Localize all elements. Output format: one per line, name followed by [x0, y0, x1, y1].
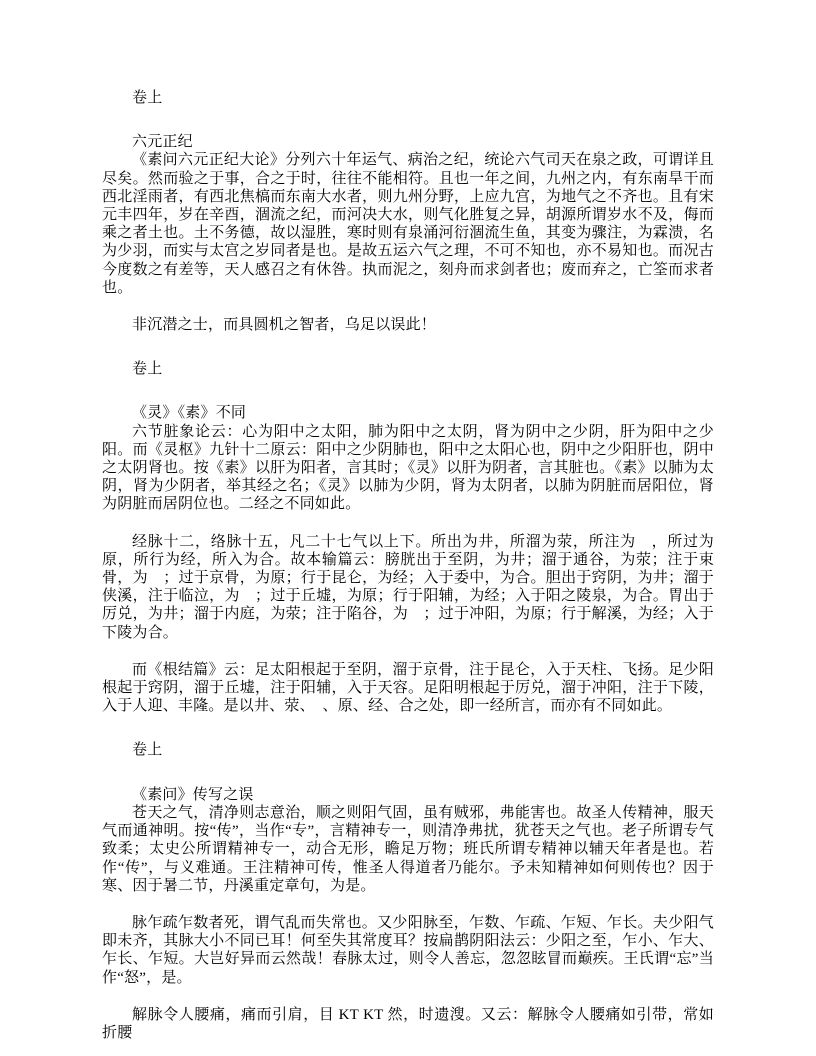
body-paragraph: 脉乍疏乍数者死，谓气乱而失常也。又少阳脉至，乍数、乍疏、乍短、乍长。夫少阳气即未齐，其脉大小不同已耳！何至失其常度耳？按扁鹊阴阳法云：少阳之至，乍小、乍大、乍长、乍短。大岂好异而云然哉！春脉太过，则令人善忘，忽忽眩冒而巅疾。王氏谓“忘”当作“怒”，是。	[102, 914, 714, 986]
volume-heading: 卷上	[132, 90, 163, 106]
body-paragraph: 《素问六元正纪大论》分列六十年运气、病治之纪，统论六气司天在泉之政，可谓详且尽矣。然而验之于事，合之于时，往往不能相符。且也一年之间，九州之内，有东南旱干而西北淫雨者，有西北焦槁而东南大水者，则九州分野，上应九宫，为地气之不齐也。且有宋元丰四年，岁在辛酉，涸流之纪，而河决大水，则气化胜复之异，胡源所谓岁水不及，侮而乘之者土也。土不务德，故以湿胜，寒时则有泉涌河衍涸流生鱼，其变为骤注，为霖溃，名为少羽，而实与太宫之岁同者是也。是故五运六气之理，不可不知也，亦不易知也。而况古今度数之有差等，天人感召之有休咎。执而泥之，刻舟而求剑者也；废而弃之，亡筌而求者也。	[102, 152, 714, 296]
body-paragraph: 而《根结篇》云：足太阳根起于至阴，溜于京骨，注于昆仑，入于天柱、飞扬。足少阳根起于窍阴，溜于丘墟，注于阳辅，入于天容。足阳明根起于厉兑，溜于冲阳，注于下陵，入于人迎、丰隆。是以井、荥、 、原、经、合之处，即一经所言，而亦有不同如此。	[102, 661, 714, 715]
section-title: 《素问》传写之误	[132, 786, 254, 803]
text-column	[102, 89, 714, 1042]
section-title: 《灵》《素》不同	[132, 405, 247, 422]
body-paragraph: 非沉潜之士，而具圆机之智者，乌足以误此！	[132, 317, 437, 334]
section-title: 六元正纪	[132, 134, 193, 151]
body-paragraph: 苍天之气，清净则志意治，顺之则阳气固，虽有贼邪，弗能害也。故圣人传精神，服天气而通神明。按“传”，当作“专”，言精神专一，则清净弗扰，犹苍天之气也。老子所谓专气致柔；太史公所谓精神专一，动合无形，瞻足万物；班氏所谓专精神以辅天年者是也。若作“传”，与义难通。王注精神可传，惟圣人得道者乃能尔。予未知精神如何则传也？因于寒、因于暑二节，丹溪重定章句，为是。	[102, 804, 714, 894]
volume-heading: 卷上	[132, 742, 163, 759]
body-paragraph: 六节脏象论云：心为阳中之太阳，肺为阳中之太阴，肾为阴中之少阴，肝为阳中之少阳。而《灵枢》九针十二原云：阳中之少阴肺也，阳中之太阳心也，阴中之少阳肝也，阴中之太阴肾也。按《素》以肝为阳者，言其时；《灵》以肝为阴者，言其脏也。《素》以肺为太阴，肾为少阴者，举其经之名；《灵》以肺为少阴，肾为太阴者，以肺为阴脏而居阳位，肾为阴脏而居阴位也。二经之不同如此。	[102, 423, 714, 513]
volume-heading: 卷上	[132, 361, 163, 378]
body-paragraph: 解脉令人腰痛，痛而引肩，目 KT KT 然，时遗溲。又云：解脉令人腰痛如引带，常如折腰	[102, 1006, 714, 1041]
body-paragraph: 经脉十二，络脉十五，凡二十七气以上下。所出为井，所溜为荥，所注为 ，所过为原，所行为经，所入为合。故本输篇云：膀胱出于至阴，为井；溜于通谷，为荥；注于束骨，为 ；过于京骨，为原；行于昆仑，为经；入于委中，为合。胆出于窍阴，为井；溜于侠溪，注于临泣，为 ；过于丘墟，为原；行于阳辅，为经；入于阳之陵泉，为合。胃出于厉兑，为井；溜于内庭，为荥；注于陷谷，为 ；过于冲阳，为原；行于解溪，为经；入于下陵为合。	[102, 533, 714, 641]
